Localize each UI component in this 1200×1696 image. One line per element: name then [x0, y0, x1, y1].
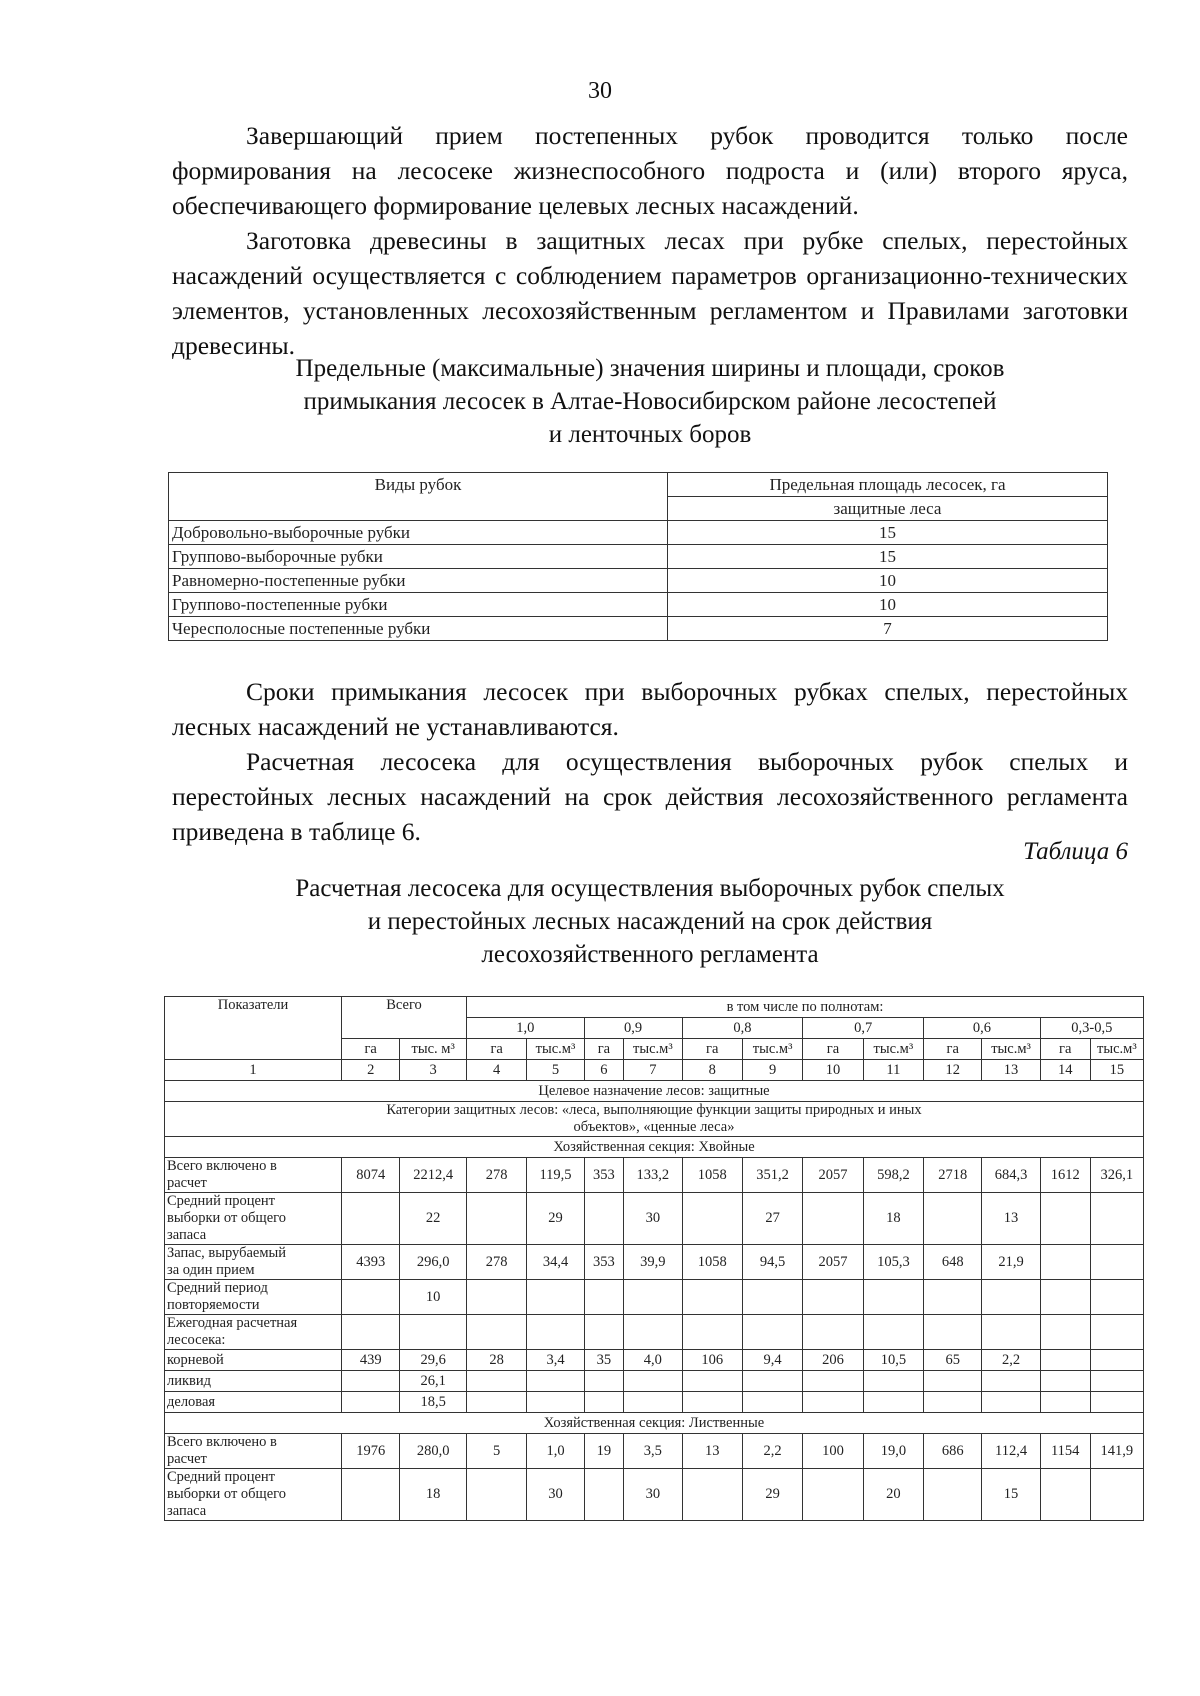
header-row — [165, 997, 1144, 1018]
cutting-type-cell: Группово-выборочные рубки — [169, 545, 668, 569]
title-line: лесохозяйственного регламента — [481, 941, 819, 968]
value-cell — [466, 1371, 526, 1392]
value-cell — [342, 1280, 400, 1315]
value-cell — [584, 1280, 624, 1315]
indicator-label-line: за один прием — [167, 1262, 255, 1278]
column-number-cell: 14 — [1040, 1060, 1090, 1081]
value-cell: 5 — [466, 1434, 526, 1469]
value-cell — [742, 1371, 802, 1392]
indicator-label-line: Запас, вырубаемый — [167, 1245, 287, 1261]
table6-label: Таблица 6 — [1023, 838, 1128, 865]
area-cell: 7 — [668, 617, 1108, 641]
value-cell: 278 — [466, 1245, 526, 1280]
value-cell: 119,5 — [527, 1158, 584, 1193]
value-cell: 2212,4 — [400, 1158, 467, 1193]
value-cell — [1090, 1350, 1143, 1371]
column-number-cell: 11 — [863, 1060, 923, 1081]
column-number-cell: 5 — [527, 1060, 584, 1081]
value-cell: 19 — [584, 1434, 624, 1469]
table-row — [165, 1315, 1144, 1350]
value-cell: 1612 — [1040, 1158, 1090, 1193]
value-cell — [527, 1280, 584, 1315]
value-cell: 4,0 — [624, 1350, 682, 1371]
value-cell: 351,2 — [742, 1158, 802, 1193]
indicator-cell — [165, 1158, 342, 1193]
value-cell — [624, 1280, 682, 1315]
value-cell: 206 — [803, 1350, 863, 1371]
column-number-cell: 3 — [400, 1060, 467, 1081]
indicator-label-line: корневой — [167, 1351, 224, 1368]
value-cell — [527, 1392, 584, 1413]
column-number-cell: 13 — [982, 1060, 1040, 1081]
value-cell — [624, 1392, 682, 1413]
value-cell — [527, 1315, 584, 1350]
line-text: Хозяйственная секция: Лиственные — [543, 1414, 765, 1431]
indicator-label-line: повторяемости — [167, 1297, 260, 1313]
indicator-label-line: Средний процент — [167, 1469, 275, 1485]
value-cell — [982, 1280, 1040, 1315]
intro-text — [172, 118, 1128, 363]
estimated-cutting-table — [164, 996, 1144, 1521]
middle-text — [172, 674, 1128, 849]
value-cell — [1040, 1392, 1090, 1413]
table-row — [169, 569, 1108, 593]
indicator-label-line: выборки от общего — [167, 1210, 286, 1226]
unit-ha-cell: га — [466, 1039, 526, 1060]
column-number-cell: 8 — [682, 1060, 742, 1081]
value-cell: 106 — [682, 1350, 742, 1371]
value-cell — [584, 1371, 624, 1392]
indicator-label-line: лесосека: — [167, 1332, 226, 1348]
value-cell: 20 — [863, 1469, 923, 1521]
line-text: объектов», «ценные леса» — [573, 1119, 735, 1135]
cutting-type-cell: Добровольно-выборочные рубки — [169, 521, 668, 545]
value-cell: 648 — [924, 1245, 982, 1280]
value-cell — [624, 1315, 682, 1350]
value-cell — [1090, 1392, 1143, 1413]
value-cell: 18 — [863, 1193, 923, 1245]
title-line: и ленточных боров — [548, 421, 752, 448]
value-cell — [1040, 1350, 1090, 1371]
value-cell: 439 — [342, 1350, 400, 1371]
density-header: 0,8 — [682, 1018, 803, 1039]
unit-ha-cell: га — [803, 1039, 863, 1060]
value-cell: 30 — [527, 1469, 584, 1521]
value-cell: 1,0 — [527, 1434, 584, 1469]
column-number-cell: 12 — [924, 1060, 982, 1081]
value-cell — [803, 1280, 863, 1315]
middle-paragraph-2: Расчетная лесосека для осуществления выборочных рубок спелых и перестойных лесных насаждений на срок действия лесохозяйственного регламента приведена в таблице 6. — [172, 747, 1128, 846]
table-row — [169, 545, 1108, 569]
column-number-cell: 7 — [624, 1060, 682, 1081]
indicator-label-line: деловая — [167, 1393, 216, 1410]
area-cell: 10 — [668, 569, 1108, 593]
value-cell: 2057 — [803, 1245, 863, 1280]
section-row-cell — [165, 1137, 1144, 1158]
header-including: в том числе по полнотам: — [466, 997, 1143, 1018]
value-cell: 1058 — [682, 1245, 742, 1280]
table-row — [169, 593, 1108, 617]
value-cell: 26,1 — [400, 1371, 467, 1392]
value-cell: 326,1 — [1090, 1158, 1143, 1193]
value-cell — [584, 1392, 624, 1413]
section-row-cell — [165, 1413, 1144, 1434]
purpose-row — [165, 1081, 1144, 1102]
value-cell — [466, 1193, 526, 1245]
cutting-limits-table — [168, 472, 1108, 641]
unit-ha-cell: га — [342, 1039, 400, 1060]
indicator-label-line: Всего включено в — [167, 1434, 277, 1450]
header-indicators: Показатели — [165, 997, 342, 1060]
indicator-label-line: Средний процент — [167, 1193, 275, 1209]
unit-volume-cell: тыс.м³ — [527, 1039, 584, 1060]
column-number-cell: 2 — [342, 1060, 400, 1081]
value-cell — [1090, 1371, 1143, 1392]
value-cell: 3,5 — [624, 1434, 682, 1469]
value-cell — [342, 1469, 400, 1521]
categories-row-cell — [165, 1102, 1144, 1137]
value-cell: 34,4 — [527, 1245, 584, 1280]
value-cell: 112,4 — [982, 1434, 1040, 1469]
table1-title — [172, 352, 1128, 451]
section-row — [165, 1413, 1144, 1434]
unit-volume-cell: тыс. м³ — [400, 1039, 467, 1060]
column-number-cell: 15 — [1090, 1060, 1143, 1081]
value-cell: 15 — [982, 1469, 1040, 1521]
value-cell: 686 — [924, 1434, 982, 1469]
value-cell — [863, 1371, 923, 1392]
cutting-type-cell: Группово-постепенные рубки — [169, 593, 668, 617]
density-header: 0,6 — [924, 1018, 1041, 1039]
purpose-row-cell — [165, 1081, 1144, 1102]
value-cell — [342, 1371, 400, 1392]
value-cell — [682, 1392, 742, 1413]
value-cell: 10 — [400, 1280, 467, 1315]
value-cell: 29 — [527, 1193, 584, 1245]
value-cell: 19,0 — [863, 1434, 923, 1469]
value-cell: 133,2 — [624, 1158, 682, 1193]
table-row — [165, 1469, 1144, 1521]
value-cell: 13 — [982, 1193, 1040, 1245]
value-cell — [742, 1280, 802, 1315]
cutting-type-cell: Равномерно-постепенные рубки — [169, 569, 668, 593]
value-cell: 29 — [742, 1469, 802, 1521]
value-cell: 100 — [803, 1434, 863, 1469]
value-cell — [1040, 1371, 1090, 1392]
value-cell — [924, 1280, 982, 1315]
value-cell: 598,2 — [863, 1158, 923, 1193]
unit-ha-cell: га — [1040, 1039, 1090, 1060]
value-cell — [1040, 1280, 1090, 1315]
indicator-label-line: расчет — [167, 1175, 207, 1191]
value-cell: 1976 — [342, 1434, 400, 1469]
unit-ha-cell: га — [924, 1039, 982, 1060]
unit-volume-cell: тыс.м³ — [863, 1039, 923, 1060]
indicator-label-line: ликвид — [167, 1372, 212, 1389]
value-cell — [982, 1392, 1040, 1413]
value-cell: 278 — [466, 1158, 526, 1193]
column-number-cell: 9 — [742, 1060, 802, 1081]
value-cell: 27 — [742, 1193, 802, 1245]
value-cell: 4393 — [342, 1245, 400, 1280]
value-cell — [400, 1315, 467, 1350]
value-cell: 18 — [400, 1469, 467, 1521]
value-cell — [624, 1371, 682, 1392]
value-cell — [803, 1469, 863, 1521]
table-row — [169, 521, 1108, 545]
value-cell: 22 — [400, 1193, 467, 1245]
value-cell: 353 — [584, 1158, 624, 1193]
value-cell — [924, 1371, 982, 1392]
unit-ha-cell: га — [682, 1039, 742, 1060]
unit-volume-cell: тыс.м³ — [742, 1039, 802, 1060]
header-protective-forests: защитные леса — [668, 497, 1108, 521]
value-cell — [803, 1371, 863, 1392]
indicator-cell — [165, 1280, 342, 1315]
column-number-cell: 10 — [803, 1060, 863, 1081]
indicator-cell — [165, 1245, 342, 1280]
indicator-cell — [165, 1469, 342, 1521]
table6-title — [172, 872, 1128, 971]
value-cell — [682, 1193, 742, 1245]
value-cell — [342, 1315, 400, 1350]
value-cell — [863, 1280, 923, 1315]
value-cell: 296,0 — [400, 1245, 467, 1280]
value-cell — [584, 1193, 624, 1245]
value-cell: 684,3 — [982, 1158, 1040, 1193]
value-cell: 10,5 — [863, 1350, 923, 1371]
value-cell — [1090, 1193, 1143, 1245]
title-line: и перестойных лесных насаждений на срок действия — [367, 908, 933, 935]
value-cell — [466, 1315, 526, 1350]
value-cell: 2,2 — [982, 1350, 1040, 1371]
value-cell: 39,9 — [624, 1245, 682, 1280]
table-row — [165, 1193, 1144, 1245]
value-cell: 21,9 — [982, 1245, 1040, 1280]
value-cell: 1154 — [1040, 1434, 1090, 1469]
value-cell: 35 — [584, 1350, 624, 1371]
value-cell — [682, 1315, 742, 1350]
value-cell: 353 — [584, 1245, 624, 1280]
value-cell — [1090, 1280, 1143, 1315]
value-cell — [982, 1315, 1040, 1350]
value-cell: 8074 — [342, 1158, 400, 1193]
column-number-row — [165, 1060, 1144, 1081]
table-row — [165, 1350, 1144, 1371]
value-cell — [342, 1193, 400, 1245]
value-cell — [863, 1315, 923, 1350]
value-cell — [863, 1392, 923, 1413]
value-cell — [1040, 1193, 1090, 1245]
value-cell — [1090, 1245, 1143, 1280]
table-row — [165, 1392, 1144, 1413]
table-row — [165, 1158, 1144, 1193]
table-row — [165, 1434, 1144, 1469]
indicator-cell — [165, 1350, 342, 1371]
indicator-label-line: запаса — [167, 1227, 207, 1243]
value-cell: 3,4 — [527, 1350, 584, 1371]
column-number-cell: 4 — [466, 1060, 526, 1081]
value-cell: 94,5 — [742, 1245, 802, 1280]
indicator-label-line: выборки от общего — [167, 1486, 286, 1502]
value-cell: 2057 — [803, 1158, 863, 1193]
line-text: Категории защитных лесов: «леса, выполняющие функции защиты природных и иных — [386, 1102, 922, 1118]
value-cell — [1090, 1469, 1143, 1521]
value-cell — [1090, 1315, 1143, 1350]
table-row — [165, 1280, 1144, 1315]
indicator-label-line: запаса — [167, 1503, 207, 1519]
line-text: Целевое назначение лесов: защитные — [538, 1082, 770, 1099]
value-cell — [682, 1469, 742, 1521]
value-cell: 141,9 — [1090, 1434, 1143, 1469]
title-line: Предельные (максимальные) значения ширины и площади, сроков — [295, 355, 1005, 382]
indicator-label-line: расчет — [167, 1451, 207, 1467]
indicator-cell — [165, 1315, 342, 1350]
categories-row — [165, 1102, 1144, 1137]
column-number-cell: 1 — [165, 1060, 342, 1081]
header-total: Всего — [342, 997, 467, 1039]
unit-volume-cell: тыс.м³ — [624, 1039, 682, 1060]
middle-paragraph-1: Сроки примыкания лесосек при выборочных рубках спелых, перестойных лесных насаждений не устанавливаются. — [172, 677, 1128, 741]
value-cell: 13 — [682, 1434, 742, 1469]
value-cell: 280,0 — [400, 1434, 467, 1469]
value-cell — [1040, 1245, 1090, 1280]
value-cell — [742, 1392, 802, 1413]
value-cell — [924, 1469, 982, 1521]
indicator-label-line: Всего включено в — [167, 1158, 277, 1174]
value-cell — [1040, 1315, 1090, 1350]
indicator-cell — [165, 1193, 342, 1245]
value-cell — [803, 1315, 863, 1350]
cutting-type-cell: Чересполосные постепенные рубки — [169, 617, 668, 641]
table-row — [165, 1245, 1144, 1280]
value-cell — [527, 1371, 584, 1392]
unit-volume-cell: тыс.м³ — [1090, 1039, 1143, 1060]
value-cell — [466, 1469, 526, 1521]
column-number-cell: 6 — [584, 1060, 624, 1081]
value-cell: 30 — [624, 1469, 682, 1521]
value-cell — [982, 1371, 1040, 1392]
indicator-cell — [165, 1371, 342, 1392]
header-max-area: Предельная площадь лесосек, га — [668, 473, 1108, 497]
title-line: Расчетная лесосека для осуществления выборочных рубок спелых — [295, 875, 1005, 902]
section-row — [165, 1137, 1144, 1158]
value-cell — [466, 1392, 526, 1413]
density-header: 0,9 — [584, 1018, 682, 1039]
value-cell — [803, 1392, 863, 1413]
header-cutting-type: Виды рубок — [169, 473, 668, 521]
value-cell — [924, 1193, 982, 1245]
value-cell: 30 — [624, 1193, 682, 1245]
value-cell: 29,6 — [400, 1350, 467, 1371]
table-row — [165, 1371, 1144, 1392]
unit-ha-cell: га — [584, 1039, 624, 1060]
indicator-label-line: Средний период — [167, 1280, 268, 1296]
page-number: 30 — [588, 78, 612, 104]
value-cell: 28 — [466, 1350, 526, 1371]
intro-paragraph-1: Завершающий прием постепенных рубок проводится только после формирования на лесосеке жизнеспособного подроста и (или) второго яруса, обеспечивающего формирование целевых лесных насаждений. — [172, 121, 1128, 220]
value-cell — [584, 1469, 624, 1521]
area-cell: 15 — [668, 521, 1108, 545]
value-cell — [342, 1392, 400, 1413]
value-cell — [584, 1315, 624, 1350]
area-cell: 10 — [668, 593, 1108, 617]
value-cell — [742, 1315, 802, 1350]
value-cell — [466, 1280, 526, 1315]
density-header: 0,7 — [803, 1018, 924, 1039]
value-cell: 1058 — [682, 1158, 742, 1193]
indicator-cell — [165, 1392, 342, 1413]
unit-volume-cell: тыс.м³ — [982, 1039, 1040, 1060]
value-cell — [682, 1280, 742, 1315]
table-row — [169, 617, 1108, 641]
value-cell — [924, 1392, 982, 1413]
density-header: 1,0 — [466, 1018, 584, 1039]
density-header: 0,3-0,5 — [1040, 1018, 1143, 1039]
value-cell: 18,5 — [400, 1392, 467, 1413]
value-cell — [682, 1371, 742, 1392]
value-cell — [803, 1193, 863, 1245]
indicator-label-line: Ежегодная расчетная — [167, 1315, 298, 1331]
value-cell — [1040, 1469, 1090, 1521]
value-cell — [924, 1315, 982, 1350]
intro-paragraph-2: Заготовка древесины в защитных лесах при рубке спелых, перестойных насаждений осуществляется с соблюдением параметров организационно-технических элементов, установленных лесохозяйственным регламентом и Правилами заготовки древесины. — [172, 226, 1128, 360]
value-cell: 2,2 — [742, 1434, 802, 1469]
value-cell: 9,4 — [742, 1350, 802, 1371]
title-line: примыкания лесосек в Алтае-Новосибирском районе лесостепей — [303, 388, 997, 415]
value-cell: 105,3 — [863, 1245, 923, 1280]
value-cell: 2718 — [924, 1158, 982, 1193]
line-text: Хозяйственная секция: Хвойные — [553, 1138, 755, 1155]
value-cell: 65 — [924, 1350, 982, 1371]
area-cell: 15 — [668, 545, 1108, 569]
indicator-cell — [165, 1434, 342, 1469]
